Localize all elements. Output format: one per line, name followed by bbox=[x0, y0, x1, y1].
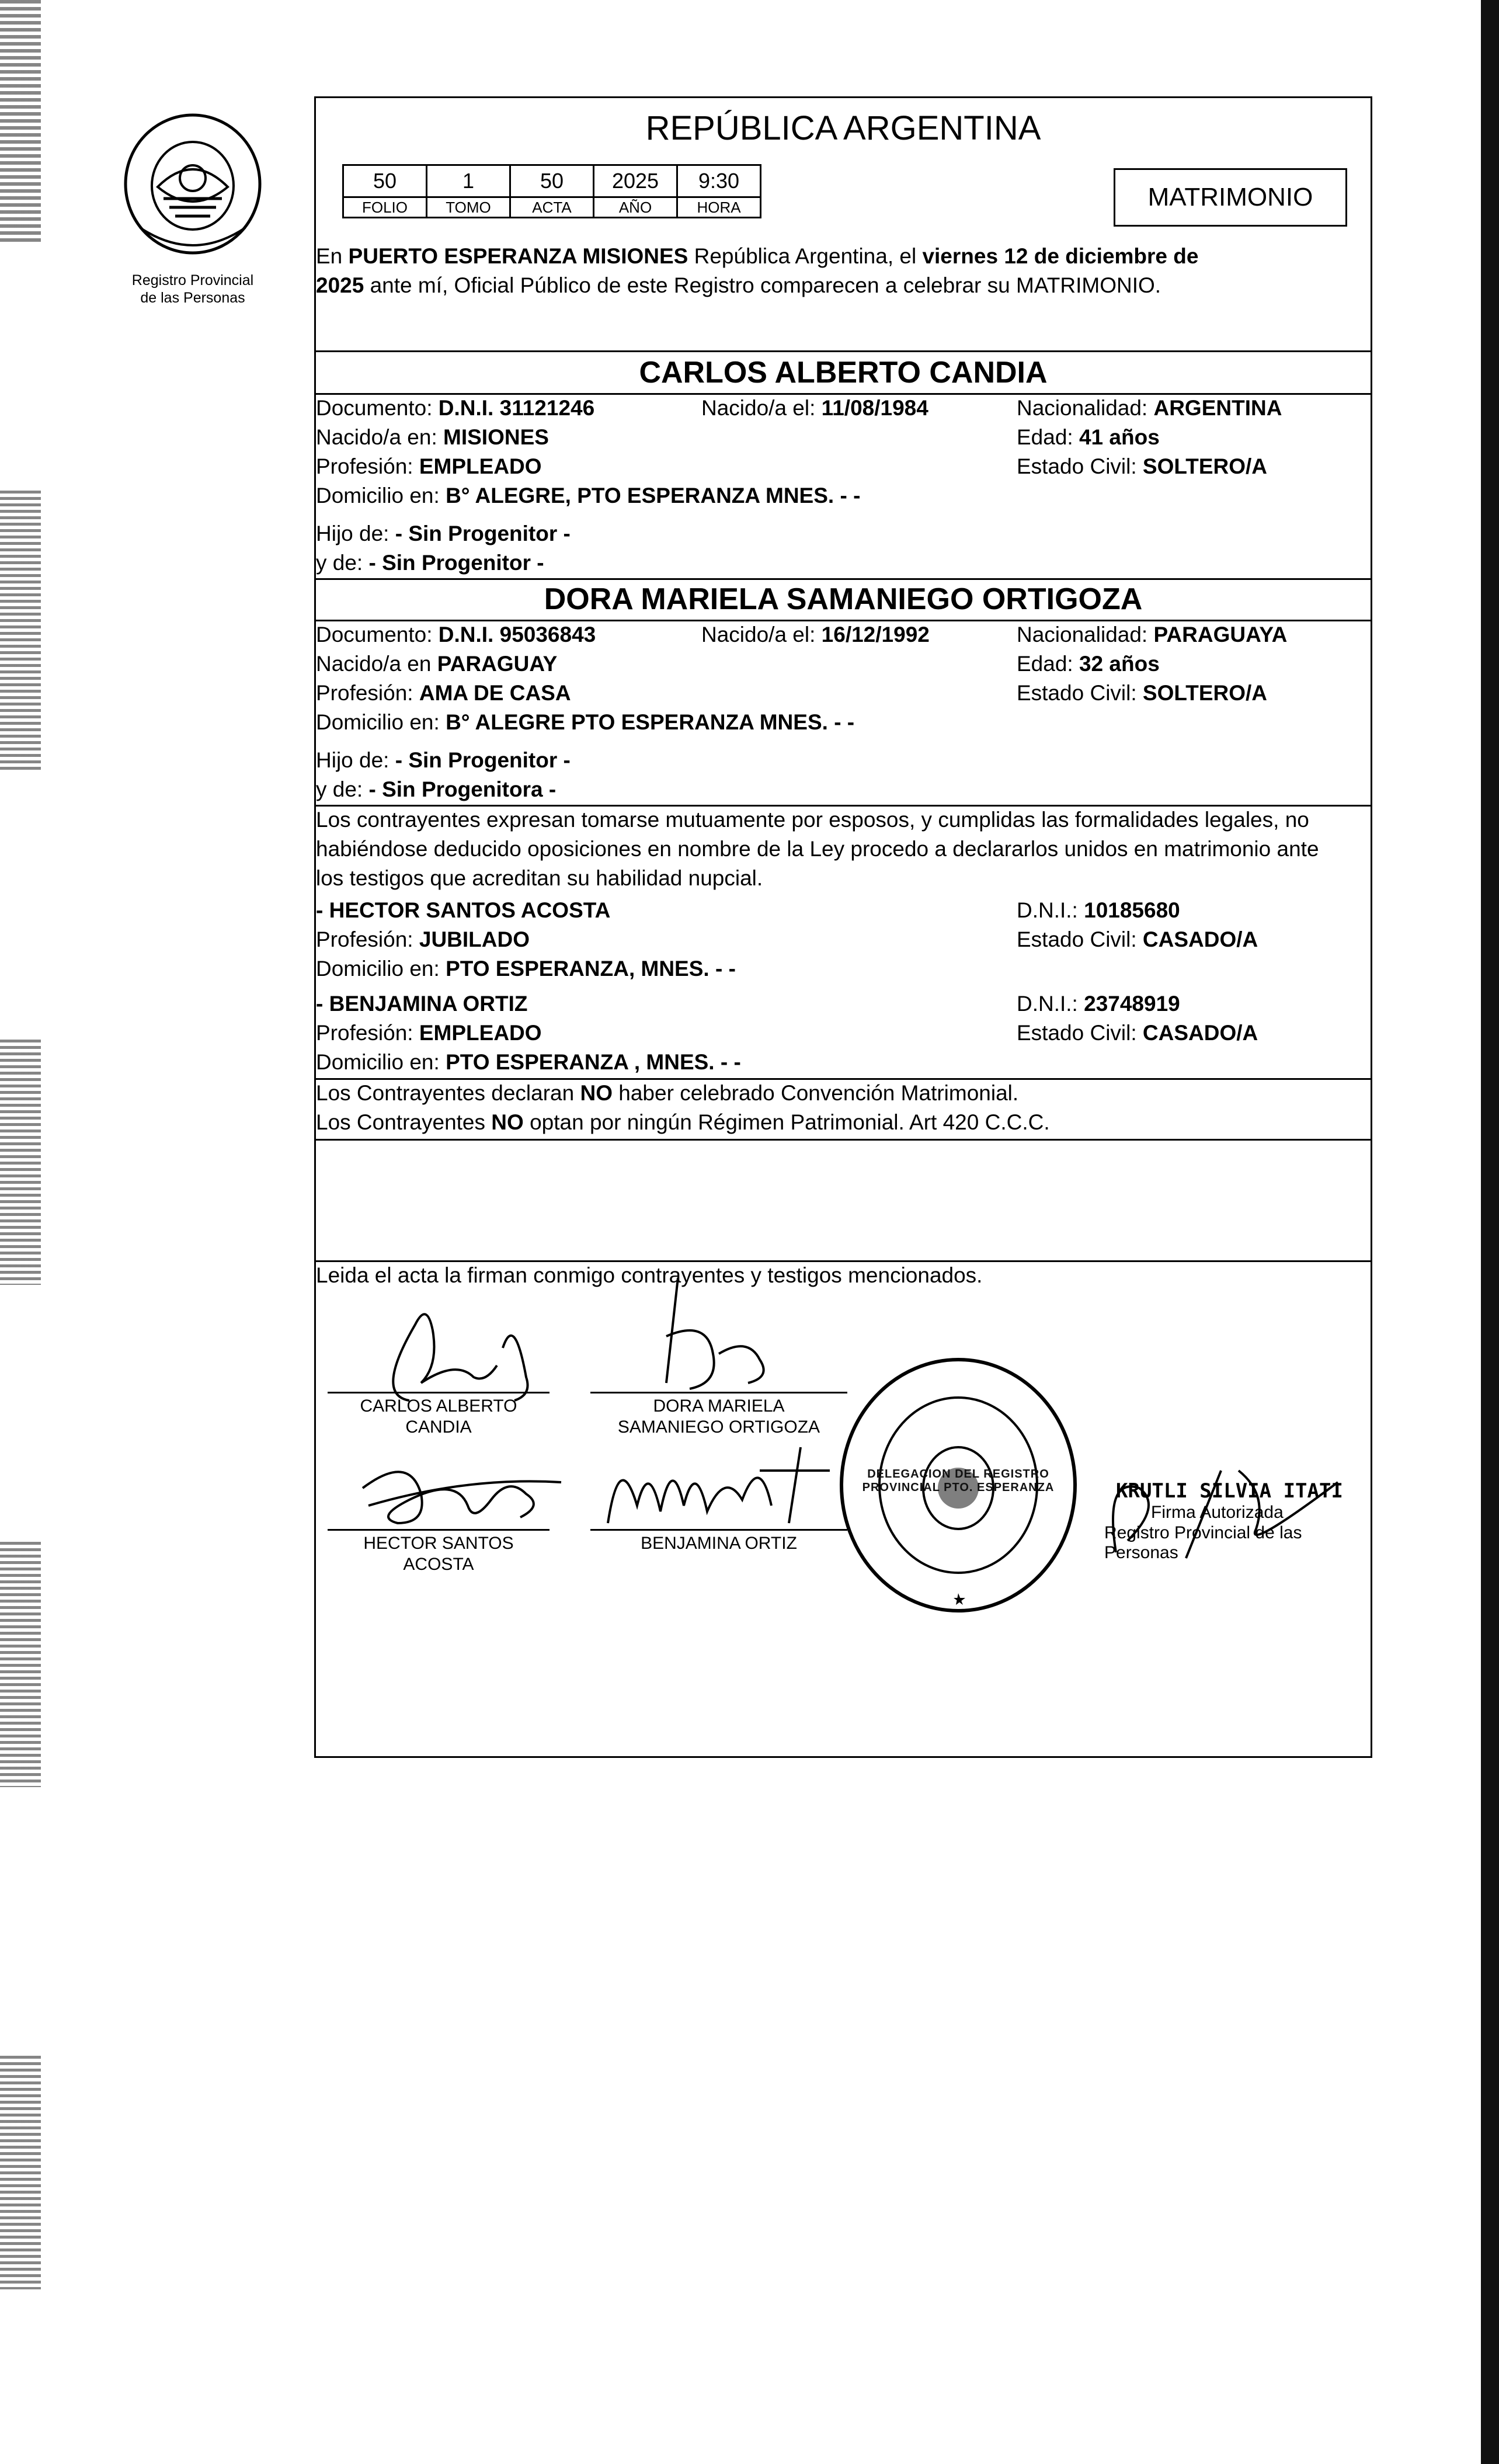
spouse1-birthplace: Nacido/a en: MISIONES bbox=[316, 425, 549, 449]
signature-line bbox=[590, 1529, 847, 1531]
scan-edge-mark bbox=[0, 1542, 41, 1787]
signature-witness2-icon bbox=[596, 1436, 847, 1529]
spouse1-civil-status: Estado Civil: SOLTERO/A bbox=[1017, 454, 1268, 478]
witness1-civil-status: Estado Civil: CASADO/A bbox=[1017, 927, 1258, 951]
convention-statement: Los Contrayentes declaran NO haber celebrado Convención Matrimonial. bbox=[316, 1081, 1019, 1105]
scan-edge-mark bbox=[0, 2056, 41, 2289]
spouse1-name: CARLOS ALBERTO CANDIA bbox=[639, 356, 1048, 390]
folio-label: FOLIO bbox=[343, 197, 427, 218]
divider bbox=[316, 1260, 1371, 1262]
spouse1-nationality: Nacionalidad: ARGENTINA bbox=[1017, 396, 1282, 420]
divider bbox=[316, 805, 1371, 807]
divider bbox=[316, 350, 1371, 352]
spouse1-address: Domicilio en: B° ALEGRE, PTO ESPERANZA MNES. - - bbox=[316, 484, 861, 508]
tomo-value: 1 bbox=[427, 165, 510, 197]
reference-table bbox=[342, 164, 761, 218]
spouse2-address: Domicilio en: B° ALEGRE PTO ESPERANZA MNES. - - bbox=[316, 710, 855, 734]
intro-line2: 2025 ante mí, Oficial Público de este Registro comparecen a celebrar su MATRIMONIO. bbox=[316, 273, 1161, 297]
crest-label: Registro Provincial de las Personas bbox=[131, 272, 254, 306]
divider bbox=[316, 393, 1371, 395]
spouse2-parent1: Hijo de: - Sin Progenitor - bbox=[316, 748, 571, 772]
witness1-address: Domicilio en: PTO ESPERANZA, MNES. - - bbox=[316, 957, 736, 981]
stamp-text: DELEGACION DEL REGISTRO PROVINCIAL PTO. ESPERANZA bbox=[862, 1468, 1055, 1494]
declaration-line1: Los contrayentes expresan tomarse mutuamente por esposos, y cumplidas las formalidades legales, no bbox=[316, 808, 1309, 832]
declaration-line3: los testigos que acreditan su habilidad nupcial. bbox=[316, 866, 763, 890]
divider bbox=[316, 1078, 1371, 1080]
scan-right-edge bbox=[1481, 0, 1499, 2464]
crest-seal-icon bbox=[105, 111, 280, 269]
spouse2-document: Documento: D.N.I. 95036843 bbox=[316, 623, 596, 647]
intro-line1: En PUERTO ESPERANZA MISIONES República Argentina, el viernes 12 de diciembre de bbox=[316, 244, 1199, 268]
folio-value: 50 bbox=[343, 165, 427, 197]
witness1-name: - HECTOR SANTOS ACOSTA bbox=[316, 898, 611, 922]
witness1-profession: Profesión: JUBILADO bbox=[316, 927, 530, 951]
tomo-label: TOMO bbox=[427, 197, 510, 218]
spouse2-birthdate: Nacido/a el: 16/12/1992 bbox=[701, 623, 930, 647]
spouse1-age: Edad: 41 años bbox=[1017, 425, 1160, 449]
scan-edge-mark bbox=[0, 1040, 41, 1285]
signature-label-witness1: HECTOR SANTOS ACOSTA bbox=[363, 1534, 514, 1574]
witness2-profession: Profesión: EMPLEADO bbox=[316, 1021, 542, 1045]
spouse1-profession: Profesión: EMPLEADO bbox=[316, 454, 542, 478]
signature-label-spouse1: CARLOS ALBERTO CANDIA bbox=[360, 1396, 517, 1437]
scan-edge-mark bbox=[0, 491, 41, 771]
spouse1-birthdate: Nacido/a el: 11/08/1984 bbox=[701, 396, 928, 420]
signature-spouse1-icon bbox=[339, 1290, 561, 1406]
divider bbox=[316, 1139, 1371, 1141]
spouse1-parent1: Hijo de: - Sin Progenitor - bbox=[316, 522, 571, 545]
hour-label: HORA bbox=[677, 197, 761, 218]
scan-edge-mark bbox=[0, 0, 41, 245]
document-title: REPÚBLICA ARGENTINA bbox=[645, 109, 1041, 147]
spouse2-parent2: y de: - Sin Progenitora - bbox=[316, 777, 557, 801]
divider bbox=[316, 620, 1371, 621]
registry-stamp bbox=[830, 1354, 1087, 1617]
regime-statement: Los Contrayentes NO optan por ningún Régimen Patrimonial. Art 420 C.C.C. bbox=[316, 1110, 1050, 1134]
spouse2-nationality: Nacionalidad: PARAGUAYA bbox=[1017, 623, 1288, 647]
closing-statement: Leida el acta la firman conmigo contrayentes y testigos mencionados. bbox=[316, 1263, 983, 1287]
spouse1-parent2: y de: - Sin Progenitor - bbox=[316, 551, 544, 575]
act-type-box: MATRIMONIO bbox=[1114, 168, 1347, 227]
signature-spouse2-icon bbox=[631, 1266, 806, 1400]
spouse2-profession: Profesión: AMA DE CASA bbox=[316, 681, 571, 705]
act-frame bbox=[314, 96, 1372, 1758]
official-office: Registro Provincial de las Personas bbox=[1104, 1523, 1302, 1562]
spouse2-birthplace: Nacido/a en PARAGUAY bbox=[316, 652, 558, 676]
witness2-dni: D.N.I.: 23748919 bbox=[1017, 992, 1180, 1016]
signature-label-witness2: BENJAMINA ORTIZ bbox=[641, 1534, 797, 1553]
divider bbox=[316, 578, 1371, 580]
witness2-address: Domicilio en: PTO ESPERANZA , MNES. - - bbox=[316, 1050, 741, 1074]
acta-label: ACTA bbox=[510, 197, 594, 218]
witness2-name: - BENJAMINA ORTIZ bbox=[316, 992, 528, 1016]
official-role: Firma Autorizada bbox=[1151, 1503, 1284, 1522]
official-name: KRUTLI SILVIA ITATI bbox=[1116, 1479, 1343, 1503]
spouse2-name: DORA MARIELA SAMANIEGO ORTIGOZA bbox=[544, 582, 1143, 616]
signature-witness1-icon bbox=[351, 1441, 573, 1535]
witness2-civil-status: Estado Civil: CASADO/A bbox=[1017, 1021, 1258, 1045]
declaration-line2: habiéndose deducido oposiciones en nombre de la Ley procedo a declararlos unidos en matrimonio ante bbox=[316, 837, 1319, 861]
signature-label-spouse2: DORA MARIELA SAMANIEGO ORTIGOZA bbox=[617, 1396, 820, 1437]
year-value: 2025 bbox=[594, 165, 677, 197]
acta-value: 50 bbox=[510, 165, 594, 197]
provincial-crest bbox=[105, 111, 280, 307]
witness1-dni: D.N.I.: 10185680 bbox=[1017, 898, 1180, 922]
year-label: AÑO bbox=[594, 197, 677, 218]
hour-value: 9:30 bbox=[677, 165, 761, 197]
spouse1-document: Documento: D.N.I. 31121246 bbox=[316, 396, 595, 420]
spouse2-age: Edad: 32 años bbox=[1017, 652, 1160, 676]
spouse2-civil-status: Estado Civil: SOLTERO/A bbox=[1017, 681, 1268, 705]
